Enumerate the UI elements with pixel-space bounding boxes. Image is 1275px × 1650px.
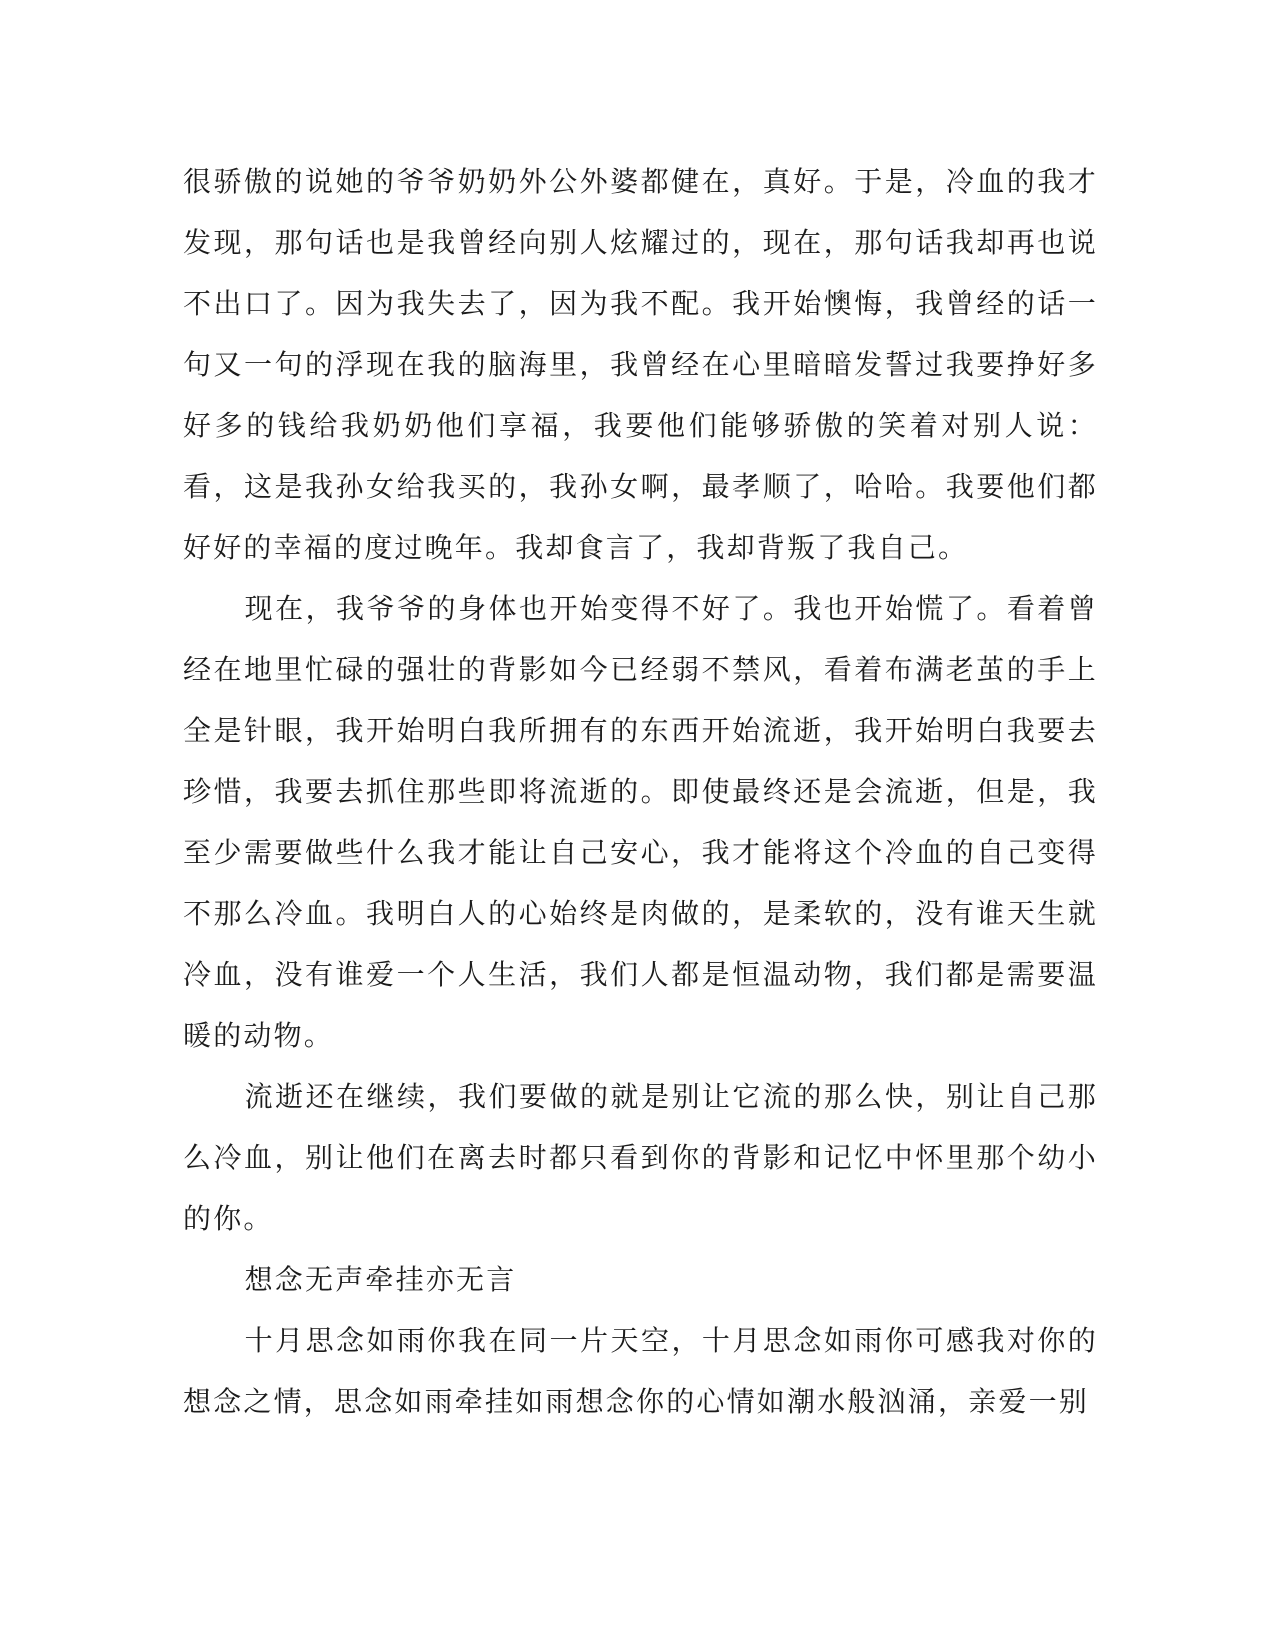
paragraph-3: 流逝还在继续，我们要做的就是别让它流的那么快，别让自己那么冷血，别让他们在离去时都只看到你的背影和记忆中怀里那个幼小的你。 [183,1080,1098,1235]
section-heading: 想念无声牵挂亦无言 [244,1263,517,1296]
paragraph-2: 现在，我爷爷的身体也开始变得不好了。我也开始慌了。看着曾经在地里忙碌的强壮的背影如今已经弱不禁风，看着布满老茧的手上全是针眼，我开始明白我所拥有的东西开始流逝，我开始明白我要去珍惜，我要去抓住那些即将流逝的。即使最终还是会流逝，但是，我至少需要做些什么我才能让自己安心，我才能将这个冷血的自己变得不那么冷血。我明白人的心始终是肉做的，是柔软的，没有谁天生就冷血，没有谁爱一个人生活，我们人都是恒温动物，我们都是需要温暖的动物。 [183,592,1098,1052]
paragraph-1: 很骄傲的说她的爷爷奶奶外公外婆都健在，真好。于是，冷血的我才发现，那句话也是我曾经向别人炫耀过的，现在，那句话我却再也说不出口了。因为我失去了，因为我不配。我开始懊悔，我曾经的话一句又一句的浮现在我的脑海里，我曾经在心里暗暗发誓过我要挣好多好多的钱给我奶奶他们享福，我要他们能够骄傲的笑着对别人说：看，这是我孙女给我买的，我孙女啊，最孝顺了，哈哈。我要他们都好好的幸福的度过晚年。我却食言了，我却背叛了我自己。 [183,165,1098,564]
paragraph-5: 十月思念如雨你我在同一片天空，十月思念如雨你可感我对你的想念之情，思念如雨牵挂如雨想念你的心情如潮水般汹涌，亲爱一别 [183,1324,1098,1418]
document-page [183,151,1098,1432]
